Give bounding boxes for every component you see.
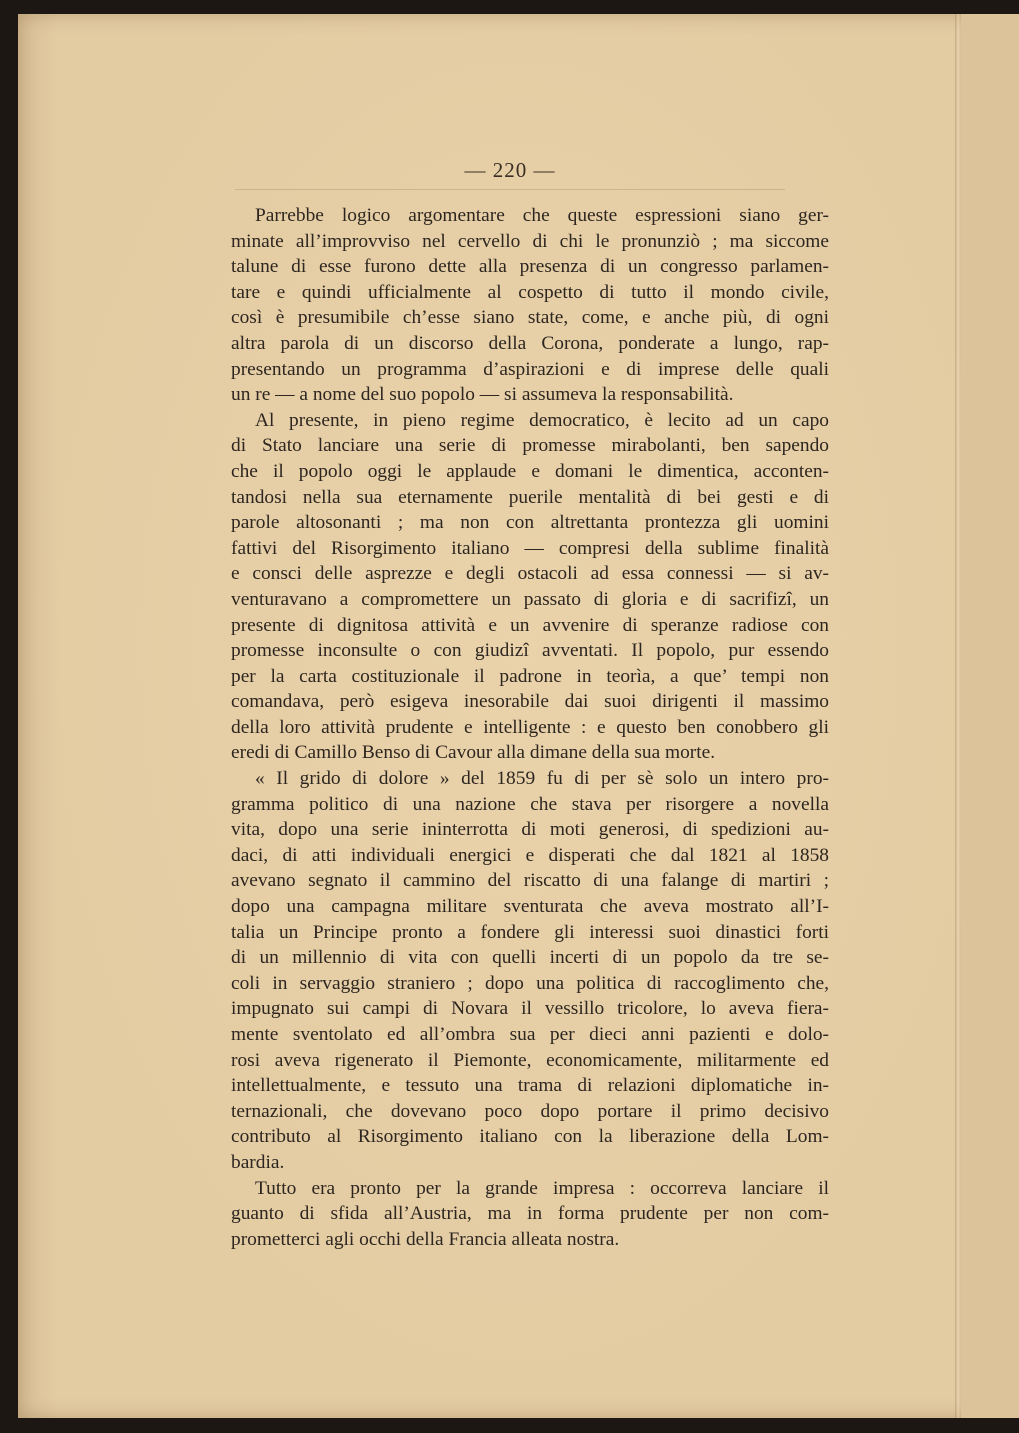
text-line: talune di esse furono dette alla presenza di un congresso parlamen- (231, 256, 829, 278)
text-line: talia un Principe pronto a fondere gli interessi suoi dinastici forti (231, 921, 829, 943)
text-line: così è presumibile ch’esse siano state, come, e anche più, di ogni (231, 307, 829, 329)
text-line: tare e quindi ufficialmente al cospetto di tutto il mondo civile, (231, 281, 829, 303)
text-line: presente di dignitosa attività e un avvenire di speranze radiose con (231, 614, 829, 636)
text-line: presentando un programma d’aspirazioni e di imprese delle quali (231, 358, 829, 380)
text-line: della loro attività prudente e intelligente : e questo ben conobbero gli (231, 716, 829, 738)
text-line: altra parola di un discorso della Corona, ponderate a lungo, rap- (231, 332, 829, 354)
text-line: intellettualmente, e tessuto una trama di relazioni diplomatiche in- (231, 1075, 829, 1097)
text-line: bardia. (231, 1151, 285, 1173)
page-gutter (955, 14, 961, 1418)
text-line: vita, dopo una serie ininterrotta di moti generosi, di spedizioni au- (231, 819, 829, 841)
text-line: di un millennio di vita con quelli incerti di un popolo da tre se- (231, 947, 829, 969)
text-line: venturavano a compromettere un passato di gloria e di sacrifizî, un (231, 588, 829, 610)
text-line: coli in servaggio straniero ; dopo una politica di raccoglimento che, (231, 972, 829, 994)
text-line: avevano segnato il cammino del riscatto di una falange di martiri ; (231, 870, 829, 892)
text-line: e consci delle asprezze e degli ostacoli ad essa connessi — si av- (231, 563, 829, 585)
text-line: comandava, però esigeva inesorabile dai suoi dirigenti il massimo (231, 691, 829, 713)
text-line: parole altosonanti ; ma non con altrettanta prontezza gli uomini (231, 512, 829, 534)
text-line: rosi aveva rigenerato il Piemonte, economicamente, militarmente ed (231, 1049, 829, 1071)
text-line: dopo una campagna militare sventurata che aveva mostrato all’I- (231, 896, 829, 918)
text-line: promesse inconsulte o con giudizî avventati. Il popolo, pur essendo (231, 640, 829, 662)
text-line: guanto di sfida all’Austria, ma in forma prudente per non com- (231, 1203, 829, 1225)
text-line: Parrebbe logico argomentare che queste espressioni siano ger- (255, 205, 829, 226)
text-line: « Il grido di dolore » del 1859 fu di per sè solo un intero pro- (255, 768, 829, 790)
text-line: ternazionali, che dovevano poco dopo portare il primo decisivo (231, 1100, 829, 1122)
header-rule (235, 189, 785, 190)
text-line: minate all’improvviso nel cervello di chi le pronunziò ; ma siccome (231, 230, 829, 252)
text-line: che il popolo oggi le applaude e domani le dimentica, acconten- (231, 460, 829, 482)
text-line: Tutto era pronto per la grande impresa : occorreva lanciare il (255, 1177, 829, 1199)
text-line: di Stato lanciare una serie di promesse mirabolanti, ben sapendo (231, 435, 829, 457)
text-line: contributo al Risorgimento italiano con la liberazione della Lom- (231, 1126, 829, 1148)
text-line: impugnato sui campi di Novara il vessillo tricolore, lo aveva fiera- (231, 998, 829, 1020)
text-line: tandosi nella sua eternamente puerile mentalità di bei gesti e di (231, 486, 829, 508)
text-line: un re — a nome del suo popolo — si assumeva la responsabilità. (231, 384, 734, 406)
text-line: Al presente, in pieno regime democratico, è lecito ad un capo (255, 409, 829, 431)
text-line: fattivi del Risorgimento italiano — compresi della sublime finalità (231, 537, 829, 559)
text-line: eredi di Camillo Benso di Cavour alla dimane della sua morte. (231, 742, 716, 764)
text-line: daci, di atti individuali energici e disperati che dal 1821 al 1858 (231, 844, 829, 866)
text-line: prometterci agli occhi della Francia alleata nostra. (231, 1228, 620, 1250)
page-number: — 220 — (464, 158, 556, 182)
text-line: mente sventolato ed all’ombra sua per dieci anni pazienti e dolo- (231, 1024, 829, 1045)
text-line: gramma politico di una nazione che stava per risorgere a novella (231, 793, 829, 815)
page-body-text (231, 203, 829, 1252)
adjacent-page-edge (961, 14, 1019, 1418)
text-line: per la carta costituzionale il padrone in teorìa, a que’ tempi non (231, 665, 829, 687)
